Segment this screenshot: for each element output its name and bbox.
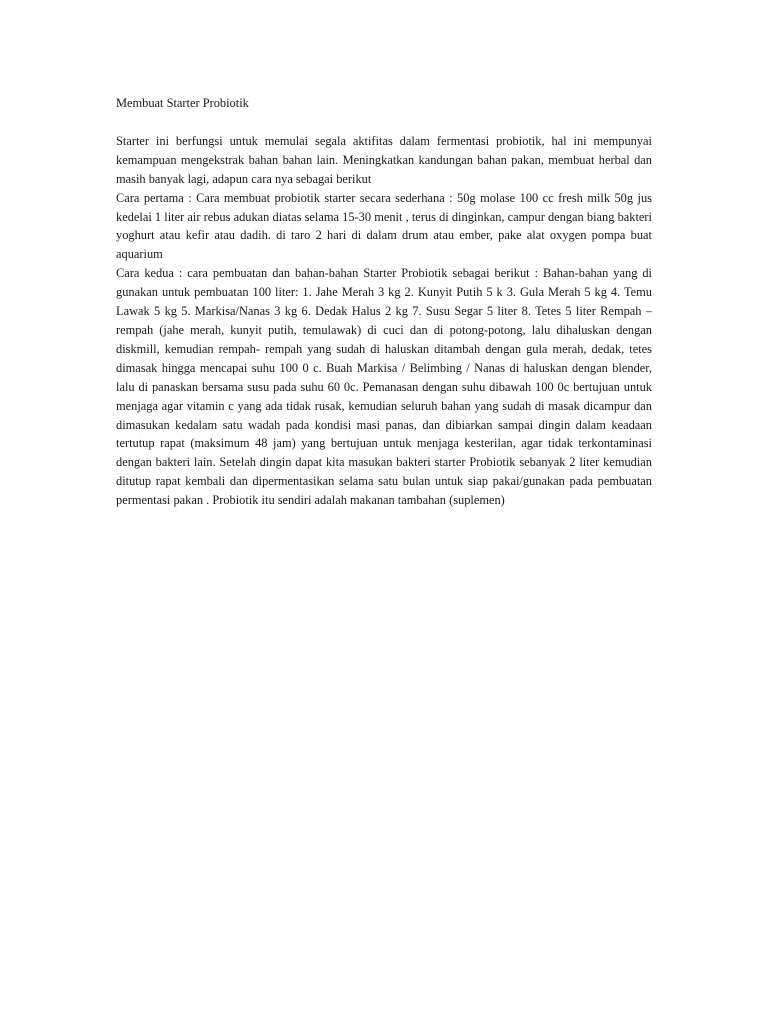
document-body xyxy=(116,94,652,510)
paragraph-intro: Starter ini berfungsi untuk memulai segala aktifitas dalam fermentasi probiotik, hal ini mempunyai kemampuan mengekstrak bahan bahan lain. Meningkatkan kandungan bahan pakan, membuat herbal dan masih banyak lagi, adapun cara nya sebagai berikut xyxy=(116,133,652,186)
document-title: Membuat Starter Probiotik xyxy=(116,96,249,110)
paragraph-method-two: Cara kedua : cara pembuatan dan bahan-bahan Starter Probiotik sebagai berikut : Bahan-bahan yang di gunakan untuk pembuatan 100 liter: 1. Jahe Merah 3 kg 2. Kunyit Putih 5 k 3. Gula Merah 5 kg 4. Temu Lawak 5 kg 5. Markisa/Nanas 3 kg 6. Dedak Halus 2 kg 7. Susu Segar 5 liter 8. Tetes 5 liter Rempah – rempah (jahe merah, kunyit putih, temulawak) di cuci dan di potong-potong, lalu dihaluskan dengan diskmill, kemudian rempah- rempah yang sudah di haluskan ditambah dengan gula merah, dedak, tetes dimasak hingga mencapai suhu 100 0 c. Buah Markisa / Belimbing / Nanas di haluskan dengan blender, lalu di panaskan bersama susu pada suhu 60 0c. Pemanasan dengan suhu dibawah 100 0c bertujuan untuk menjaga agar vitamin c yang ada tidak rusak, kemudian seluruh bahan yang sudah di masak dicampur dan dimasukan kedalam satu wadah pada kondisi masi panas, dan dibiarkan sampai dingin dalam keadaan tertutup rapat (maksimum 48 jam) yang bertujuan untuk menjaga kesterilan, agar tidak terkontaminasi dengan bakteri lain. Setelah dingin dapat kita masukan bakteri starter Probiotik sebanyak 2 liter kemudian ditutup rapat kembali dan dipermentasikan selama satu bulan untuk siap pakai/gunakan pada pembuatan permentasi pakan . Probiotik itu sendiri adalah makanan tambahan (suplemen) xyxy=(116,266,652,508)
paragraph-method-one: Cara pertama : Cara membuat probiotik starter secara sederhana : 50g molase 100 cc fresh milk 50g jus kedelai 1 liter air rebus adukan diatas selama 15-30 menit , terus di dinginkan, campur dengan biang bakteri yoghurt atau kefir atau dadih. di taro 2 hari di dalam drum atau ember, pake alat oxygen pompa buat aquarium xyxy=(116,190,652,262)
